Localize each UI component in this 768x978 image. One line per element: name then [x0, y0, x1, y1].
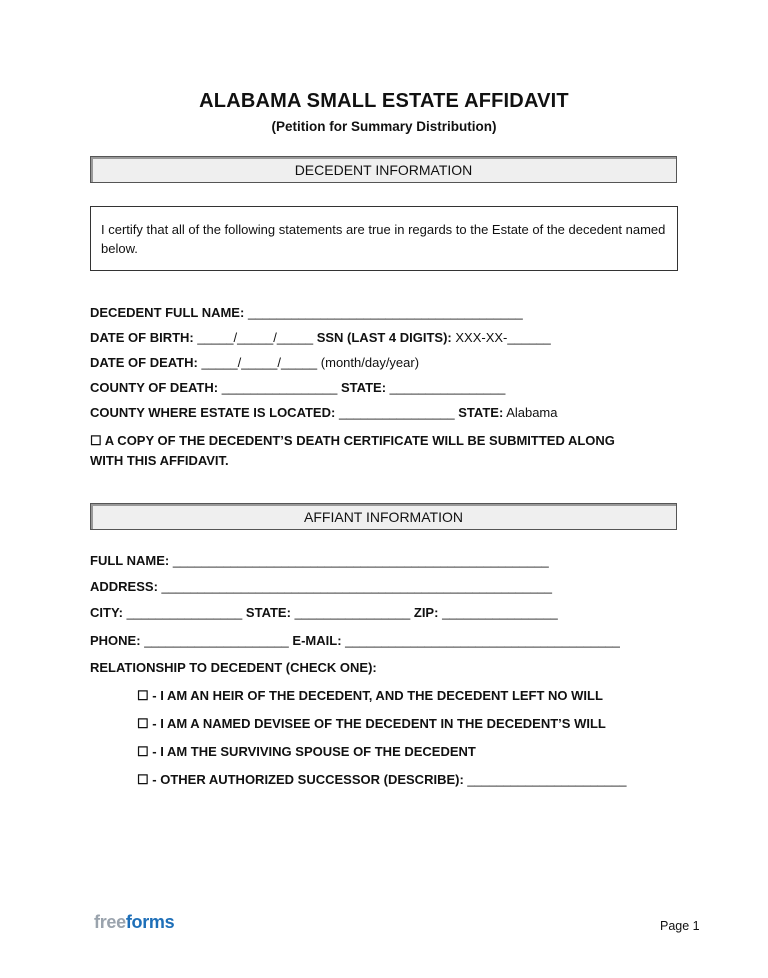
affiant-city-row [90, 605, 558, 620]
relationship-option-other-text: ☐ - OTHER AUTHORIZED SUCCESSOR (DESCRIBE): [137, 772, 464, 787]
relationship-option-spouse-text: ☐ - I AM THE SURVIVING SPOUSE OF THE DECEDENT [137, 744, 476, 759]
logo-forms-text: forms [125, 912, 175, 932]
relationship-option-spouse[interactable] [137, 744, 476, 760]
ssn-label: SSN (LAST 4 DIGITS): [316, 330, 452, 345]
affiant-city-label: CITY: [90, 605, 123, 620]
relationship-option-heir-text: ☐ - I AM AN HEIR OF THE DECEDENT, AND THE DECEDENT LEFT NO WILL [137, 688, 603, 703]
relationship-label [90, 660, 377, 675]
affiant-address-field[interactable]: ______________________________________________________ [161, 579, 552, 594]
county-estate-label: COUNTY WHERE ESTATE IS LOCATED: [90, 405, 336, 420]
decedent-section-title: DECEDENT INFORMATION [294, 161, 473, 178]
affiant-full-name-field[interactable]: ____________________________________________________ [172, 553, 549, 568]
affiant-phone-label: PHONE: [90, 633, 141, 648]
affiant-contact-row [90, 633, 620, 648]
estate-state-value: Alabama [506, 405, 558, 420]
certification-text: I certify that all of the following statements are true in regards to the Estate of the decedent named below. [101, 222, 666, 256]
county-death-row [90, 380, 505, 395]
death-certificate-checkbox[interactable] [90, 433, 615, 449]
relationship-option-devisee-text: ☐ - I AM A NAMED DEVISEE OF THE DECEDENT IN THE DECEDENT’S WILL [137, 716, 606, 731]
death-state-label: STATE: [341, 380, 387, 395]
ssn-field[interactable]: XXX-XX-______ [455, 330, 551, 345]
freeforms-logo [94, 912, 174, 933]
affiant-address-label: ADDRESS: [90, 579, 158, 594]
document-subtitle: (Petition for Summary Distribution) [271, 119, 497, 134]
death-state-field[interactable]: ________________ [389, 380, 506, 395]
affiant-section-title: AFFIANT INFORMATION [304, 508, 463, 525]
decedent-full-name-field[interactable]: ______________________________________ [247, 305, 523, 320]
affiant-section-header [90, 503, 677, 530]
relationship-other-field[interactable]: ______________________ [467, 772, 627, 787]
logo-free-text: free [94, 912, 126, 932]
death-certificate-line-2 [90, 453, 229, 468]
affiant-zip-field[interactable]: ________________ [442, 605, 558, 620]
dod-row [90, 355, 419, 370]
page-number: Page 1 [660, 919, 700, 933]
estate-state-label: STATE: [458, 405, 504, 420]
county-death-field[interactable]: ________________ [221, 380, 338, 395]
dob-ssn-row [90, 330, 551, 345]
affiant-state-field[interactable]: ________________ [294, 605, 411, 620]
relationship-option-other[interactable] [137, 772, 626, 788]
affiant-city-field[interactable]: ________________ [126, 605, 243, 620]
affiant-email-field[interactable]: ______________________________________ [345, 633, 620, 648]
affiant-email-label: E-MAIL: [292, 633, 342, 648]
affiant-zip-label: ZIP: [413, 605, 439, 620]
dob-field[interactable]: _____/_____/_____ [197, 330, 314, 345]
decedent-section-header [90, 156, 677, 183]
relationship-option-devisee[interactable] [137, 716, 606, 732]
dod-field[interactable]: _____/_____/_____ [201, 355, 318, 370]
dob-label: DATE OF BIRTH: [90, 330, 194, 345]
affiant-address-row [90, 579, 552, 594]
affiant-state-label: STATE: [245, 605, 291, 620]
county-estate-row [90, 405, 558, 420]
relationship-label-text: RELATIONSHIP TO DECEDENT (CHECK ONE): [90, 660, 377, 675]
county-death-label: COUNTY OF DEATH: [90, 380, 219, 395]
affiant-full-name-label: FULL NAME: [90, 553, 170, 568]
affiant-full-name-row [90, 553, 549, 568]
decedent-full-name-row [90, 305, 523, 320]
death-certificate-text-2: WITH THIS AFFIDAVIT. [90, 453, 229, 468]
dod-label: DATE OF DEATH: [90, 355, 198, 370]
affiant-phone-field[interactable]: ____________________ [144, 633, 289, 648]
certification-box [90, 206, 678, 271]
decedent-full-name-label: DECEDENT FULL NAME: [90, 305, 245, 320]
death-certificate-text-1: ☐ A COPY OF THE DECEDENT’S DEATH CERTIFICATE WILL BE SUBMITTED ALONG [90, 433, 615, 448]
county-estate-field[interactable]: ________________ [338, 405, 455, 420]
dod-hint: (month/day/year) [320, 355, 420, 370]
document-title: ALABAMA SMALL ESTATE AFFIDAVIT [199, 90, 569, 112]
relationship-option-heir[interactable] [137, 688, 603, 704]
